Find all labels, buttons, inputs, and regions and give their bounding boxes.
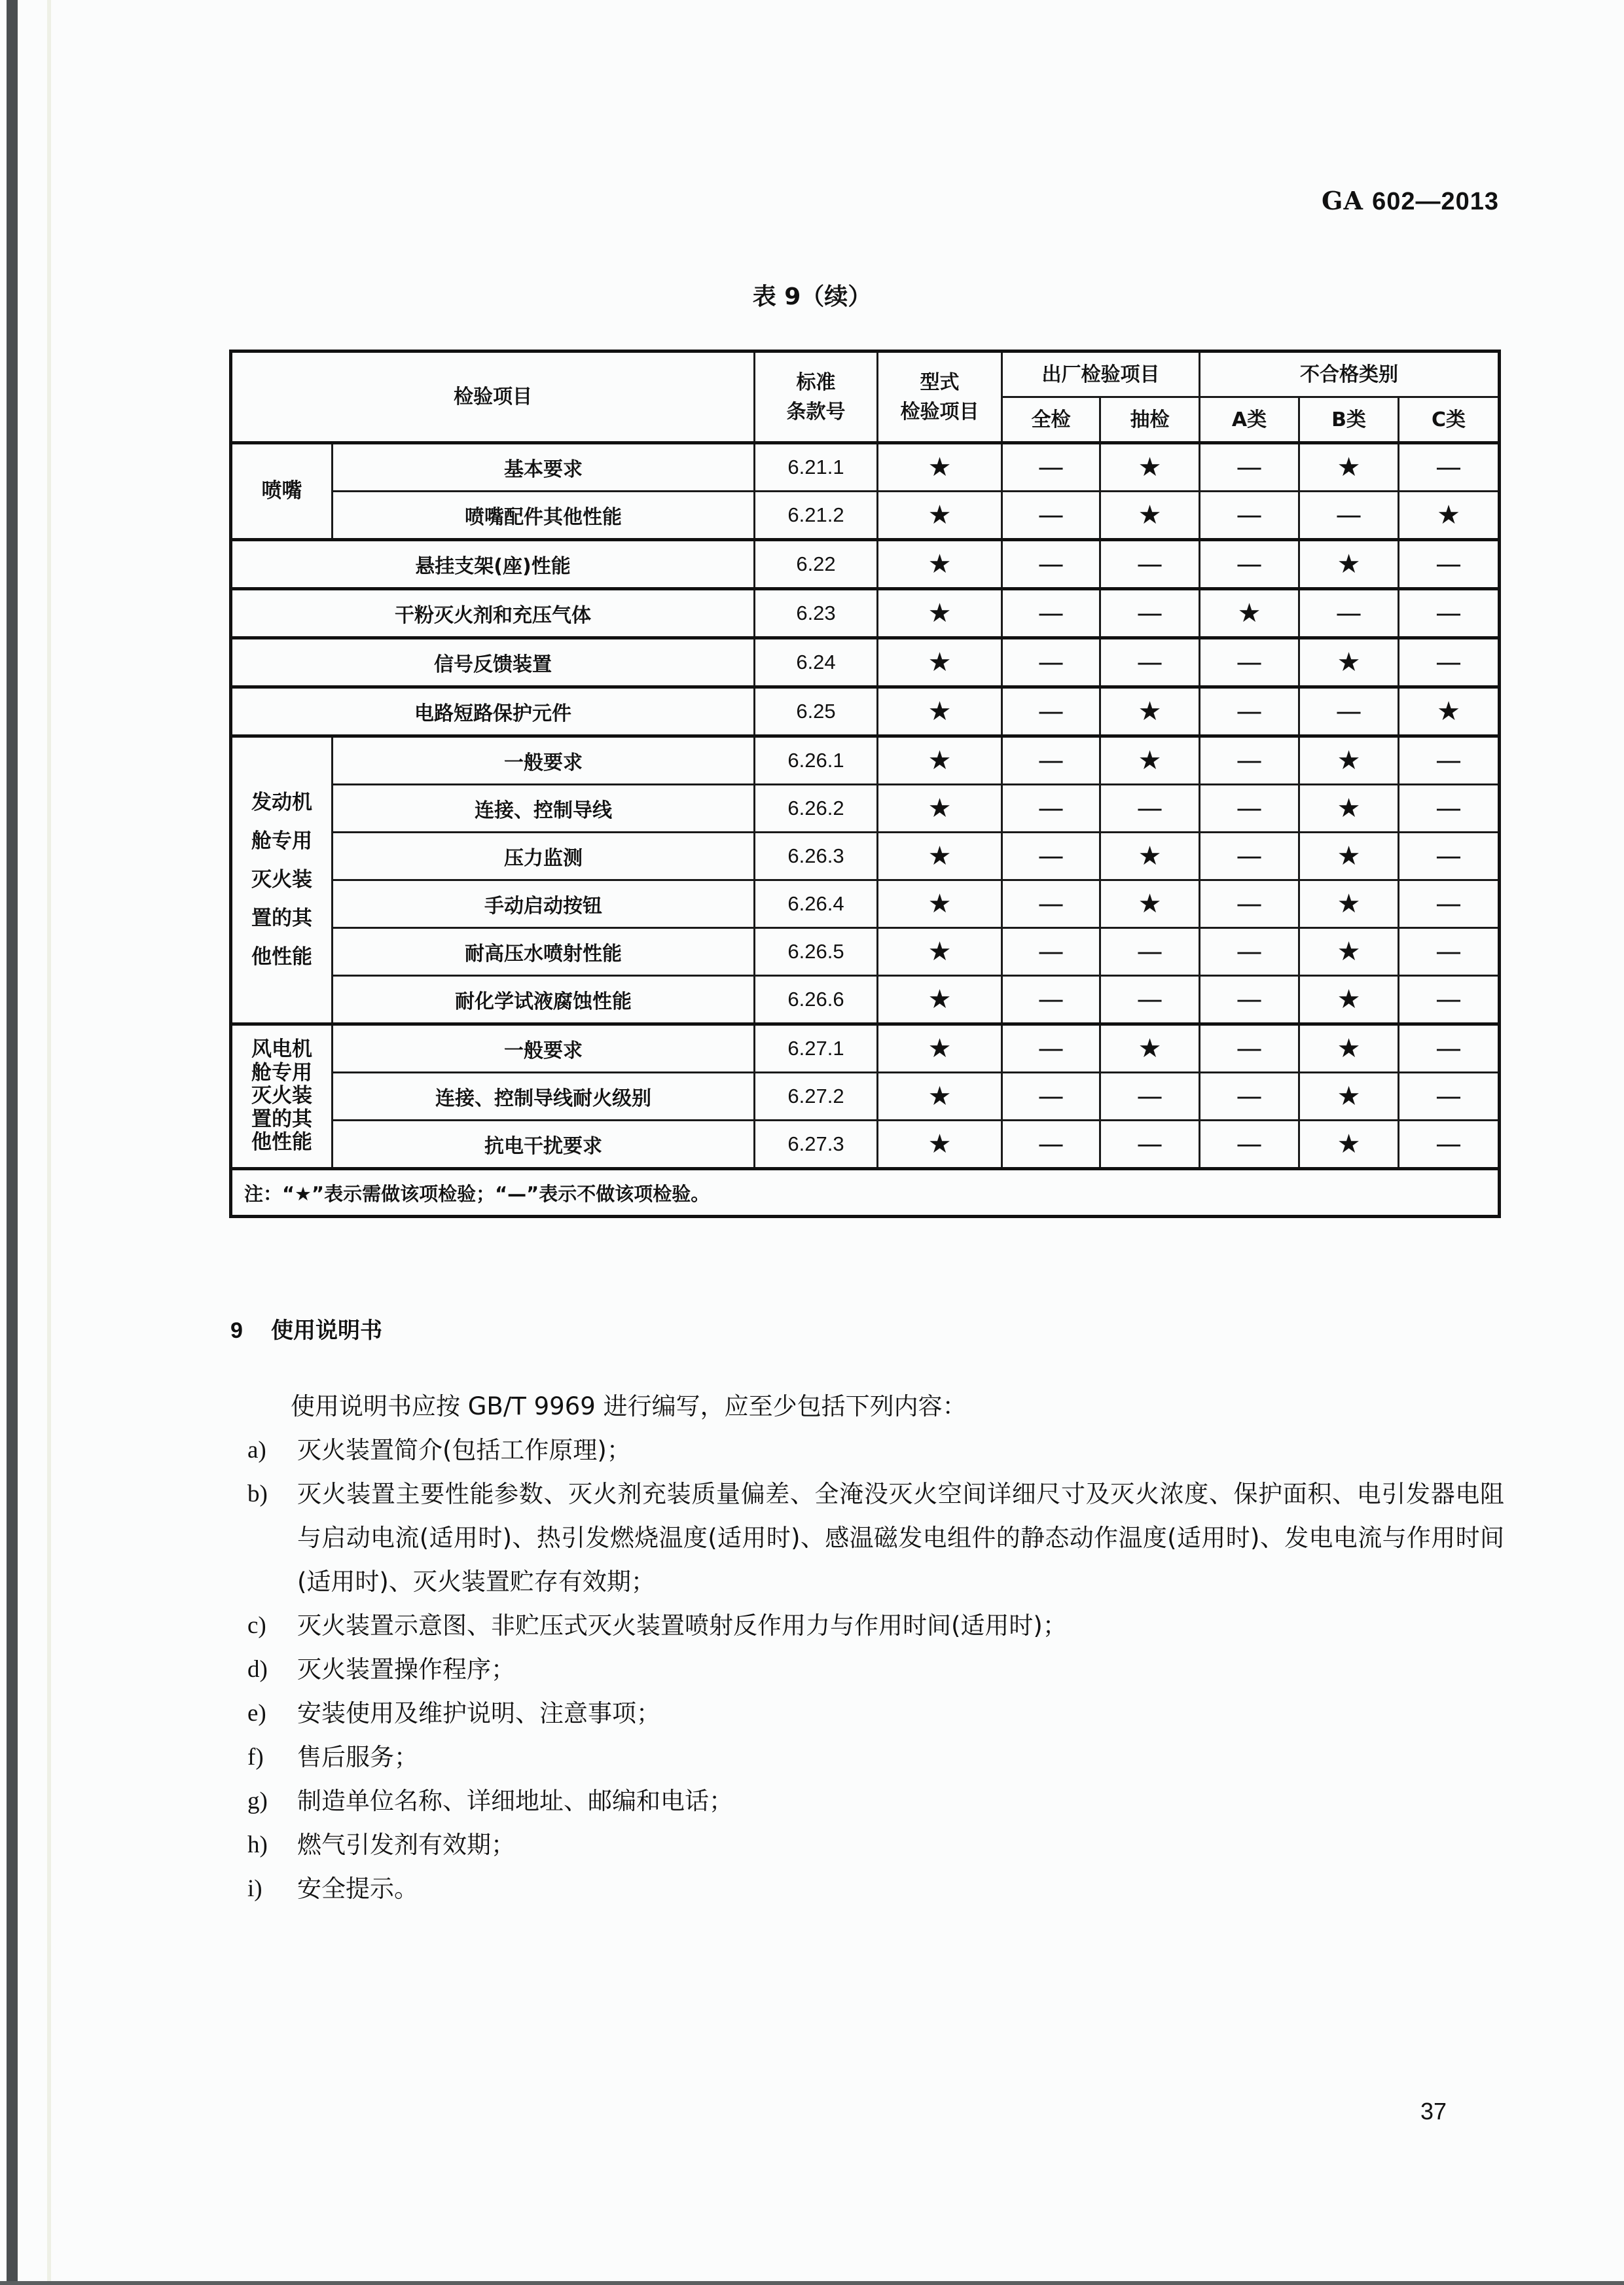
cell-item: 一般要求 bbox=[333, 736, 755, 785]
header-nonconformity: 不合格类别 bbox=[1200, 351, 1500, 397]
table-row bbox=[231, 736, 1500, 785]
cell-type: ★ bbox=[878, 638, 1002, 687]
list-text: 灭火装置示意图、非贮压式灭火装置喷射反作用力与作用时间(适用时)； bbox=[297, 1611, 1067, 1640]
cell-full: — bbox=[1002, 1121, 1100, 1169]
cell-class-a: — bbox=[1200, 443, 1299, 492]
list-label: a) bbox=[247, 1437, 266, 1464]
table-note-row bbox=[231, 1169, 1500, 1217]
cell-class-c: — bbox=[1399, 976, 1500, 1024]
cell-full: — bbox=[1002, 540, 1100, 589]
table-row bbox=[231, 833, 1500, 880]
cell-full: — bbox=[1002, 736, 1100, 785]
standard-number: 602—2013 bbox=[1372, 188, 1499, 215]
cell-class-b: ★ bbox=[1299, 785, 1399, 833]
cell-full: — bbox=[1002, 1024, 1100, 1073]
scan-edge-shadow bbox=[7, 0, 18, 2285]
cell-type: ★ bbox=[878, 687, 1002, 736]
cell-class-a: — bbox=[1200, 638, 1299, 687]
table-row bbox=[231, 443, 1500, 492]
cell-sample: ★ bbox=[1100, 687, 1200, 736]
section-number: 9 bbox=[230, 1318, 243, 1343]
table-row bbox=[231, 638, 1500, 687]
cell-clause: 6.25 bbox=[755, 687, 878, 736]
header-type-line2: 检验项目 bbox=[900, 400, 979, 423]
standard-prefix: GA bbox=[1322, 186, 1363, 215]
table-row bbox=[231, 1073, 1500, 1121]
cell-class-a: — bbox=[1200, 785, 1299, 833]
scan-edge-highlight bbox=[47, 0, 51, 2285]
cell-class-b: — bbox=[1299, 492, 1399, 540]
cell-class-c: — bbox=[1399, 785, 1500, 833]
cell-class-c: — bbox=[1399, 1024, 1500, 1073]
cell-sample: — bbox=[1100, 540, 1200, 589]
cell-class-a: — bbox=[1200, 833, 1299, 880]
cell-type: ★ bbox=[878, 540, 1002, 589]
cell-item: 一般要求 bbox=[333, 1024, 755, 1073]
inspection-table bbox=[229, 350, 1501, 1218]
cell-class-b: ★ bbox=[1299, 880, 1399, 928]
cell-class-c: — bbox=[1399, 928, 1500, 976]
cell-sample: ★ bbox=[1100, 443, 1200, 492]
list-label: d) bbox=[247, 1656, 268, 1683]
list-label: c) bbox=[247, 1612, 266, 1639]
table-row bbox=[231, 589, 1500, 638]
header-type-test bbox=[878, 351, 1002, 443]
cell-class-a: — bbox=[1200, 492, 1299, 540]
cell-class-c: — bbox=[1399, 540, 1500, 589]
cell-item: 喷嘴配件其他性能 bbox=[333, 492, 755, 540]
header-clause-line2: 条款号 bbox=[786, 400, 846, 423]
cell-class-b: ★ bbox=[1299, 928, 1399, 976]
cell-class-c: — bbox=[1399, 589, 1500, 638]
cell-full: — bbox=[1002, 976, 1100, 1024]
cell-clause: 6.26.1 bbox=[755, 736, 878, 785]
cell-sample: ★ bbox=[1100, 1024, 1200, 1073]
list-item bbox=[247, 1472, 1504, 1604]
group-label-line: 风电机 bbox=[251, 1037, 312, 1061]
cell-clause: 6.22 bbox=[755, 540, 878, 589]
table-row bbox=[231, 540, 1500, 589]
table-row bbox=[231, 880, 1500, 928]
table-row bbox=[231, 1024, 1500, 1073]
section-title: 使用说明书 bbox=[271, 1318, 382, 1344]
cell-sample: — bbox=[1100, 1121, 1200, 1169]
cell-class-b: ★ bbox=[1299, 833, 1399, 880]
list-label: g) bbox=[247, 1788, 268, 1814]
cell-clause: 6.21.2 bbox=[755, 492, 878, 540]
list-text: 灭火装置简介(包括工作原理)； bbox=[297, 1436, 631, 1464]
cell-type: ★ bbox=[878, 880, 1002, 928]
cell-sample: — bbox=[1100, 976, 1200, 1024]
cell-clause: 6.26.3 bbox=[755, 833, 878, 880]
cell-type: ★ bbox=[878, 928, 1002, 976]
cell-sample: ★ bbox=[1100, 880, 1200, 928]
cell-clause: 6.24 bbox=[755, 638, 878, 687]
list-text: 燃气引发剂有效期； bbox=[297, 1831, 515, 1859]
cell-class-c: — bbox=[1399, 638, 1500, 687]
cell-type: ★ bbox=[878, 492, 1002, 540]
header-sample: 抽检 bbox=[1100, 397, 1200, 443]
cell-class-b: ★ bbox=[1299, 1073, 1399, 1121]
group-label-line: 置的其 bbox=[251, 1107, 312, 1131]
cell-item: 连接、控制导线 bbox=[333, 785, 755, 833]
list-label: h) bbox=[247, 1831, 268, 1858]
group-engine-compartment bbox=[231, 736, 333, 1024]
cell-full: — bbox=[1002, 443, 1100, 492]
cell-class-b: ★ bbox=[1299, 736, 1399, 785]
cell-class-a: — bbox=[1200, 976, 1299, 1024]
cell-sample: — bbox=[1100, 928, 1200, 976]
cell-clause: 6.26.2 bbox=[755, 785, 878, 833]
cell-full: — bbox=[1002, 880, 1100, 928]
cell-type: ★ bbox=[878, 443, 1002, 492]
table-row bbox=[231, 1121, 1500, 1169]
cell-class-b: — bbox=[1299, 687, 1399, 736]
cell-sample: ★ bbox=[1100, 492, 1200, 540]
list-label: b) bbox=[247, 1481, 268, 1507]
cell-class-a: — bbox=[1200, 928, 1299, 976]
list-item bbox=[247, 1735, 1504, 1779]
header-type-line1: 型式 bbox=[920, 370, 960, 394]
cell-item: 电路短路保护元件 bbox=[231, 687, 755, 736]
header-factory-test: 出厂检验项目 bbox=[1002, 351, 1200, 397]
cell-class-c: — bbox=[1399, 443, 1500, 492]
cell-full: — bbox=[1002, 1073, 1100, 1121]
cell-class-c: — bbox=[1399, 833, 1500, 880]
cell-class-a: ★ bbox=[1200, 589, 1299, 638]
group-wind-turbine-nacelle bbox=[231, 1024, 333, 1169]
list-text: 安装使用及维护说明、注意事项； bbox=[297, 1699, 660, 1727]
cell-type: ★ bbox=[878, 589, 1002, 638]
cell-class-b: ★ bbox=[1299, 540, 1399, 589]
cell-class-c: — bbox=[1399, 736, 1500, 785]
header-class-b: B类 bbox=[1299, 397, 1399, 443]
section-heading bbox=[230, 1312, 382, 1344]
cell-class-b: ★ bbox=[1299, 443, 1399, 492]
group-label-line: 置的其 bbox=[251, 906, 312, 930]
list-text: 灭火装置主要性能参数、灭火剂充装质量偏差、全淹没灭火空间详细尺寸及灭火浓度、保护面积、电引发器电阻与启动电流(适用时)、热引发燃烧温度(适用时)、感温磁发电组件的静态动作温度(适用时)、发电电流与作用时间(适用时)、灭火装置贮存有效期； bbox=[297, 1480, 1504, 1596]
cell-item: 干粉灭火剂和充压气体 bbox=[231, 589, 755, 638]
table-row bbox=[231, 928, 1500, 976]
group-label-line: 他性能 bbox=[251, 945, 312, 969]
cell-item: 压力监测 bbox=[333, 833, 755, 880]
list-text: 制造单位名称、详细地址、邮编和电话； bbox=[297, 1787, 733, 1815]
cell-sample: — bbox=[1100, 638, 1200, 687]
cell-clause: 6.27.2 bbox=[755, 1073, 878, 1121]
cell-class-c: ★ bbox=[1399, 492, 1500, 540]
group-label-line: 发动机 bbox=[251, 791, 312, 815]
cell-type: ★ bbox=[878, 785, 1002, 833]
cell-class-a: — bbox=[1200, 880, 1299, 928]
cell-type: ★ bbox=[878, 736, 1002, 785]
cell-item: 基本要求 bbox=[333, 443, 755, 492]
table-row bbox=[231, 976, 1500, 1024]
cell-clause: 6.27.1 bbox=[755, 1024, 878, 1073]
list-item bbox=[247, 1779, 1504, 1823]
cell-item: 抗电干扰要求 bbox=[333, 1121, 755, 1169]
cell-sample: — bbox=[1100, 1073, 1200, 1121]
group-label-line: 灭火装 bbox=[251, 868, 312, 892]
cell-item: 信号反馈装置 bbox=[231, 638, 755, 687]
cell-class-c: ★ bbox=[1399, 687, 1500, 736]
list-item bbox=[247, 1428, 1504, 1472]
group-label-line: 他性能 bbox=[251, 1130, 312, 1155]
list-item bbox=[247, 1604, 1504, 1647]
page-number: 37 bbox=[1420, 2098, 1447, 2125]
group-label-line: 舱专用 bbox=[251, 1060, 312, 1085]
cell-full: — bbox=[1002, 785, 1100, 833]
list-text: 灭火装置操作程序； bbox=[297, 1655, 515, 1683]
cell-type: ★ bbox=[878, 976, 1002, 1024]
header-full: 全检 bbox=[1002, 397, 1100, 443]
group-label-line: 舱专用 bbox=[251, 829, 312, 854]
cell-class-a: — bbox=[1200, 1024, 1299, 1073]
table-row bbox=[231, 687, 1500, 736]
cell-item: 悬挂支架(座)性能 bbox=[231, 540, 755, 589]
list-item bbox=[247, 1691, 1504, 1735]
header-clause bbox=[755, 351, 878, 443]
table-caption: 表 9（续） bbox=[752, 283, 872, 310]
group-label-line: 灭火装 bbox=[251, 1084, 312, 1108]
section-body bbox=[247, 1384, 1504, 1911]
cell-class-a: — bbox=[1200, 1121, 1299, 1169]
section-intro: 使用说明书应按 GB/T 9969 进行编写，应至少包括下列内容： bbox=[291, 1392, 967, 1420]
table-note: 注：“★”表示需做该项检验；“—”表示不做该项检验。 bbox=[231, 1169, 1500, 1217]
scan-bottom-edge bbox=[0, 2281, 1624, 2285]
cell-type: ★ bbox=[878, 1073, 1002, 1121]
cell-item: 耐化学试液腐蚀性能 bbox=[333, 976, 755, 1024]
cell-item: 连接、控制导线耐火级别 bbox=[333, 1073, 755, 1121]
cell-class-c: — bbox=[1399, 1121, 1500, 1169]
group-nozzle: 喷嘴 bbox=[231, 443, 333, 540]
cell-type: ★ bbox=[878, 1121, 1002, 1169]
list-item bbox=[247, 1647, 1504, 1691]
header-class-a: A类 bbox=[1200, 397, 1299, 443]
list-item bbox=[247, 1823, 1504, 1867]
cell-type: ★ bbox=[878, 833, 1002, 880]
cell-item: 手动启动按钮 bbox=[333, 880, 755, 928]
cell-full: — bbox=[1002, 928, 1100, 976]
cell-type: ★ bbox=[878, 1024, 1002, 1073]
cell-sample: ★ bbox=[1100, 833, 1200, 880]
cell-item: 耐高压水喷射性能 bbox=[333, 928, 755, 976]
cell-full: — bbox=[1002, 589, 1100, 638]
cell-class-b: — bbox=[1299, 589, 1399, 638]
cell-class-c: — bbox=[1399, 1073, 1500, 1121]
cell-clause: 6.23 bbox=[755, 589, 878, 638]
list-text: 售后服务； bbox=[297, 1743, 418, 1771]
cell-class-c: — bbox=[1399, 880, 1500, 928]
cell-full: — bbox=[1002, 687, 1100, 736]
cell-class-b: ★ bbox=[1299, 1024, 1399, 1073]
cell-class-a: — bbox=[1200, 736, 1299, 785]
cell-class-a: — bbox=[1200, 687, 1299, 736]
cell-full: — bbox=[1002, 492, 1100, 540]
cell-clause: 6.26.4 bbox=[755, 880, 878, 928]
list-label: f) bbox=[247, 1744, 264, 1771]
cell-full: — bbox=[1002, 638, 1100, 687]
cell-clause: 6.26.6 bbox=[755, 976, 878, 1024]
cell-clause: 6.26.5 bbox=[755, 928, 878, 976]
cell-sample: — bbox=[1100, 785, 1200, 833]
cell-clause: 6.27.3 bbox=[755, 1121, 878, 1169]
cell-class-a: — bbox=[1200, 1073, 1299, 1121]
header-class-c: C类 bbox=[1399, 397, 1500, 443]
cell-sample: ★ bbox=[1100, 736, 1200, 785]
cell-class-b: ★ bbox=[1299, 638, 1399, 687]
header-item: 检验项目 bbox=[231, 351, 755, 443]
list-item bbox=[247, 1867, 1504, 1911]
cell-class-a: — bbox=[1200, 540, 1299, 589]
table-row bbox=[231, 492, 1500, 540]
cell-class-b: ★ bbox=[1299, 1121, 1399, 1169]
cell-full: — bbox=[1002, 833, 1100, 880]
table-row bbox=[231, 785, 1500, 833]
standard-code bbox=[1303, 186, 1499, 216]
header-clause-line1: 标准 bbox=[796, 370, 836, 394]
cell-clause: 6.21.1 bbox=[755, 443, 878, 492]
cell-class-b: ★ bbox=[1299, 976, 1399, 1024]
list-label: e) bbox=[247, 1700, 266, 1727]
list-text: 安全提示。 bbox=[297, 1875, 418, 1903]
list-label: i) bbox=[247, 1875, 262, 1902]
cell-sample: — bbox=[1100, 589, 1200, 638]
